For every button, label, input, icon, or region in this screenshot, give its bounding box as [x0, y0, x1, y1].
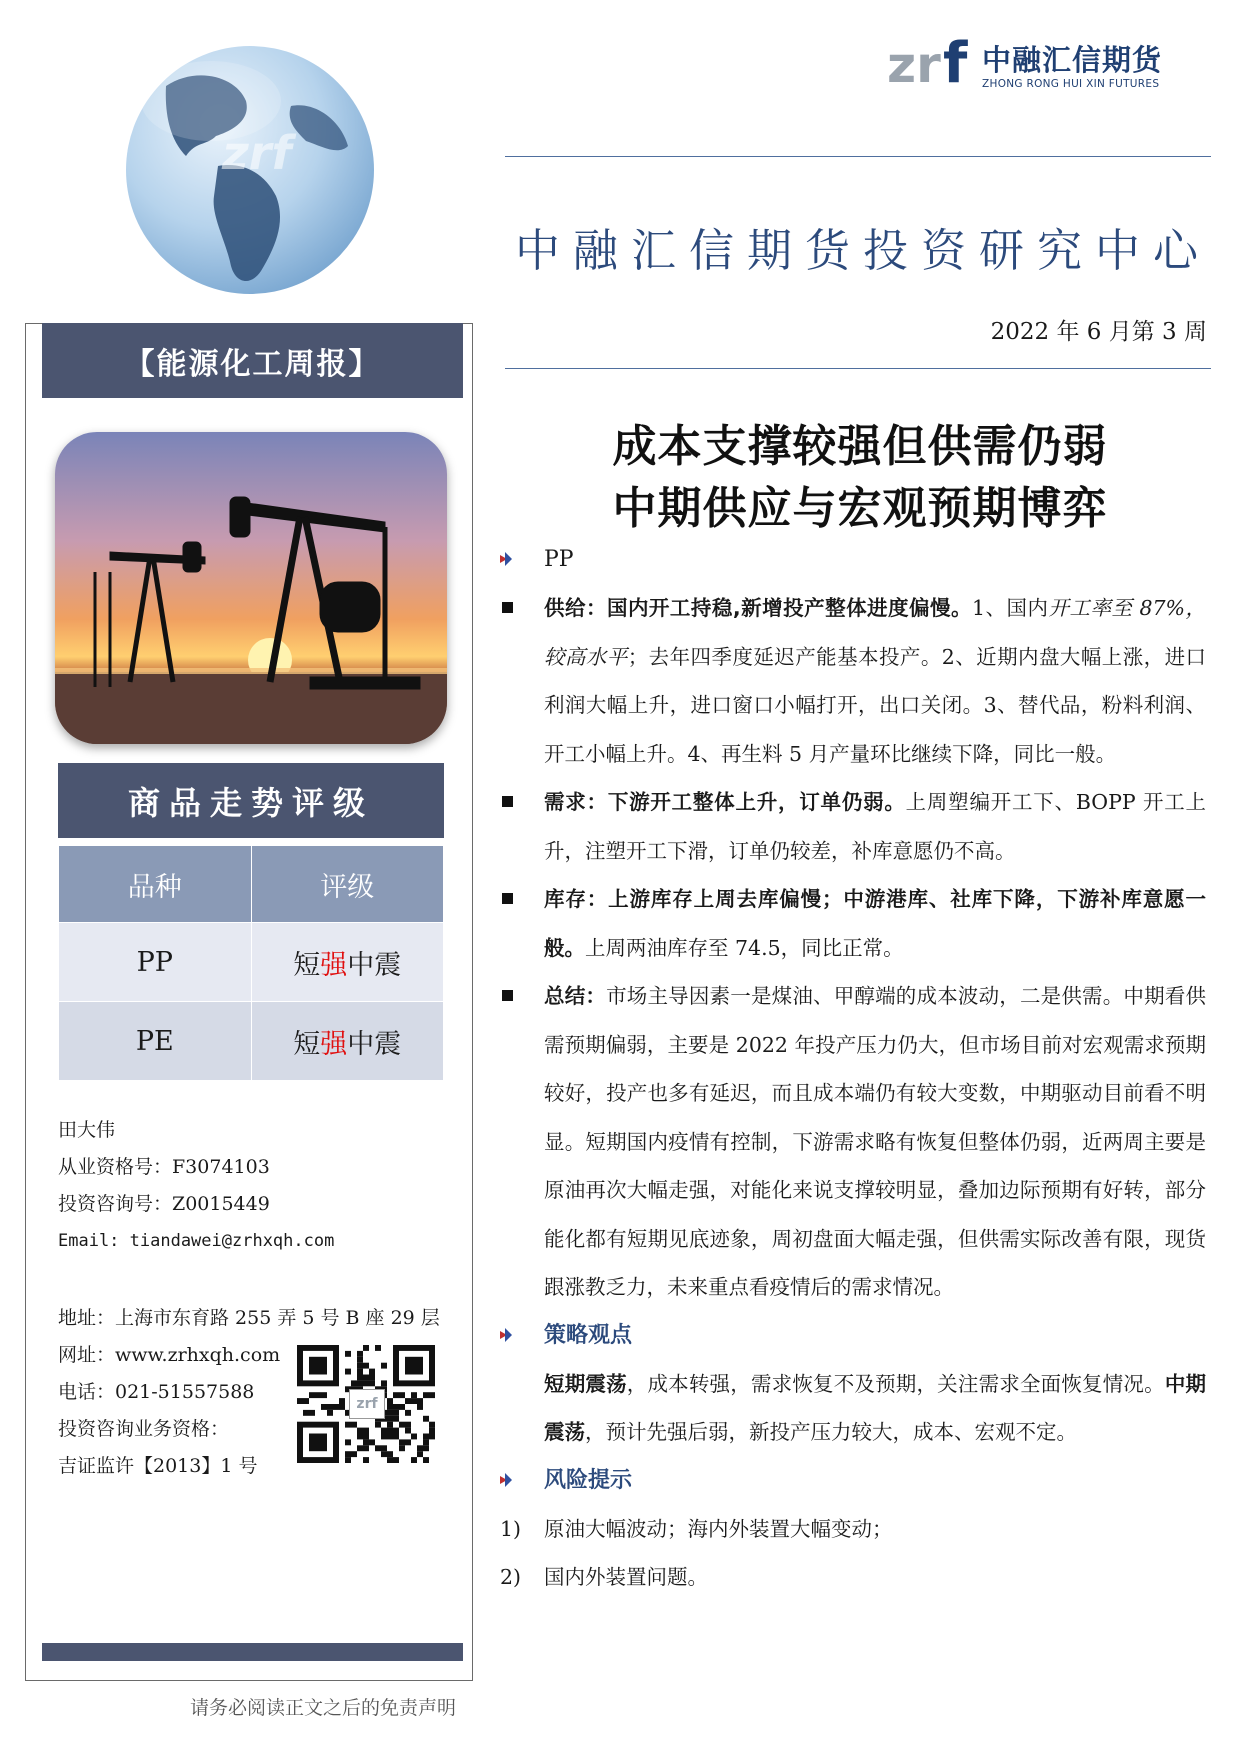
bullet-square-icon: [502, 602, 513, 613]
report-body: [500, 536, 1206, 1602]
bullet-square-icon: [502, 796, 513, 807]
table-row: [59, 923, 444, 1002]
sidebar-bottom-bar: [42, 1643, 463, 1661]
rating-table: [58, 845, 444, 1081]
rating-cell: 短强中震: [251, 923, 443, 1002]
company-website[interactable]: 网址：www.zrhxqh.com: [58, 1344, 281, 1366]
header-rule-bottom: [505, 368, 1211, 369]
license-label: 投资咨询业务资格：: [58, 1418, 230, 1440]
strategy-title: 策略观点: [544, 1322, 633, 1348]
oil-pump-photo: [55, 432, 447, 744]
rating-cell: 短强中震: [251, 1002, 443, 1081]
section-arrow-icon: [500, 552, 514, 566]
risk-item: 2) 国内外装置问题。: [500, 1565, 708, 1589]
section-strategy: [500, 1312, 1206, 1360]
headline-line-2: 中期供应与宏观预期博弈: [612, 483, 1108, 534]
headline-line-1: 成本支撑较强但供需仍弱: [612, 421, 1108, 472]
disclaimer-note: 请务必阅读正文之后的免责声明: [190, 1697, 457, 1719]
section-risk: [500, 1457, 1206, 1505]
product-cell: PP: [59, 923, 252, 1002]
analyst-email[interactable]: Email: tiandawei@zrhxqh.com: [58, 1231, 335, 1251]
header-rule-top: [505, 156, 1211, 157]
demand-paragraph: 需求：下游开工整体上升，订单仍弱。上周塑编开工下、BOPP 开工上升，注塑开工下滑，订单仍较差，补库意愿仍不高。: [500, 778, 1206, 875]
rating-title-banner: 商品走势评级: [58, 763, 444, 838]
strategy-paragraph: 短期震荡，成本转强，需求恢复不及预期，关注需求全面恢复情况。中期震荡，预计先强后弱，新投产压力较大，成本、宏观不定。: [544, 1371, 1207, 1444]
research-center-title: 中融汇信期货投资研究中心: [514, 224, 1211, 277]
company-name-en: ZHONG RONG HUI XIN FUTURES: [982, 78, 1160, 90]
qr-center-logo: zrf: [349, 1389, 385, 1419]
product-section-title: PP: [544, 547, 574, 572]
license-number: 吉证监许【2013】1 号: [58, 1455, 258, 1477]
supply-paragraph: 供给：国内开工持稳,新增投产整体进度偏慢。1、国内开工率至 87%，较高水平；去年四季度延迟产能基本投产。2、近期内盘大幅上涨，进口利润大幅上升，进口窗口小幅打开，出口关闭。3、替代品，粉料利润、开工小幅上升。4、再生料 5 月产量环比继续下降，同比一般。: [500, 584, 1206, 778]
header-product: 品种: [59, 846, 252, 923]
summary-paragraph: 总结：市场主导因素一是煤油、甲醇端的成本波动，二是供需。中期看供需预期偏弱，主要是 2022 年投产压力仍大，但市场目前对宏观需求预期较好，投产也多有延迟，而且成本端仍有较大变数，中期驱动目前看不明显。短期国内疫情有控制，下游需求略有恢复但整体仍弱，近两周主要是原油再次大幅走强，对能化来说支撑较明显，叠加边际预期有好转，部分能化都有短期见底迹象，周初盘面大幅走强，但供需实际改善有限，现货跟涨教乏力，未来重点看疫情后的需求情况。: [500, 972, 1206, 1312]
analyst-name: 田大伟: [58, 1119, 116, 1141]
svg-text:f: f: [943, 31, 968, 92]
analyst-consult-number: 投资咨询号：Z0015449: [58, 1193, 270, 1215]
section-arrow-icon: [500, 1473, 514, 1487]
product-cell: PE: [59, 1002, 252, 1081]
section-product: [500, 536, 1206, 584]
company-address: 地址：上海市东育路 255 弄 5 号 B 座 29 层: [58, 1307, 440, 1329]
globe-illustration: [126, 46, 374, 294]
inventory-paragraph: 库存：上游库存上周去库偏慢；中游港库、社库下降，下游补库意愿一般。上周两油库存至 74.5，同比正常。: [500, 875, 1206, 972]
bullet-square-icon: [502, 990, 513, 1001]
report-type-banner: 【能源化工周报】: [42, 323, 463, 398]
report-week: 2022 年 6 月第 3 周: [990, 319, 1207, 345]
qr-code: [297, 1345, 435, 1463]
analyst-info: [58, 1112, 334, 1260]
header-rating: 评级: [251, 846, 443, 923]
risk-item: 1) 原油大幅波动；海内外装置大幅变动；: [500, 1516, 893, 1541]
analyst-qualification: 从业资格号：F3074103: [58, 1156, 270, 1178]
company-name-cn: 中融汇信期货: [982, 43, 1163, 77]
rating-table-header: [59, 846, 444, 923]
globe-logo: zrf: [222, 126, 292, 180]
bullet-square-icon: [502, 893, 513, 904]
table-row: [59, 1002, 444, 1081]
company-logo: [887, 30, 995, 92]
svg-text:zr: zr: [887, 36, 941, 92]
company-phone: 电话：021-51557588: [58, 1381, 255, 1403]
risk-title: 风险提示: [544, 1467, 633, 1493]
section-arrow-icon: [500, 1328, 514, 1342]
